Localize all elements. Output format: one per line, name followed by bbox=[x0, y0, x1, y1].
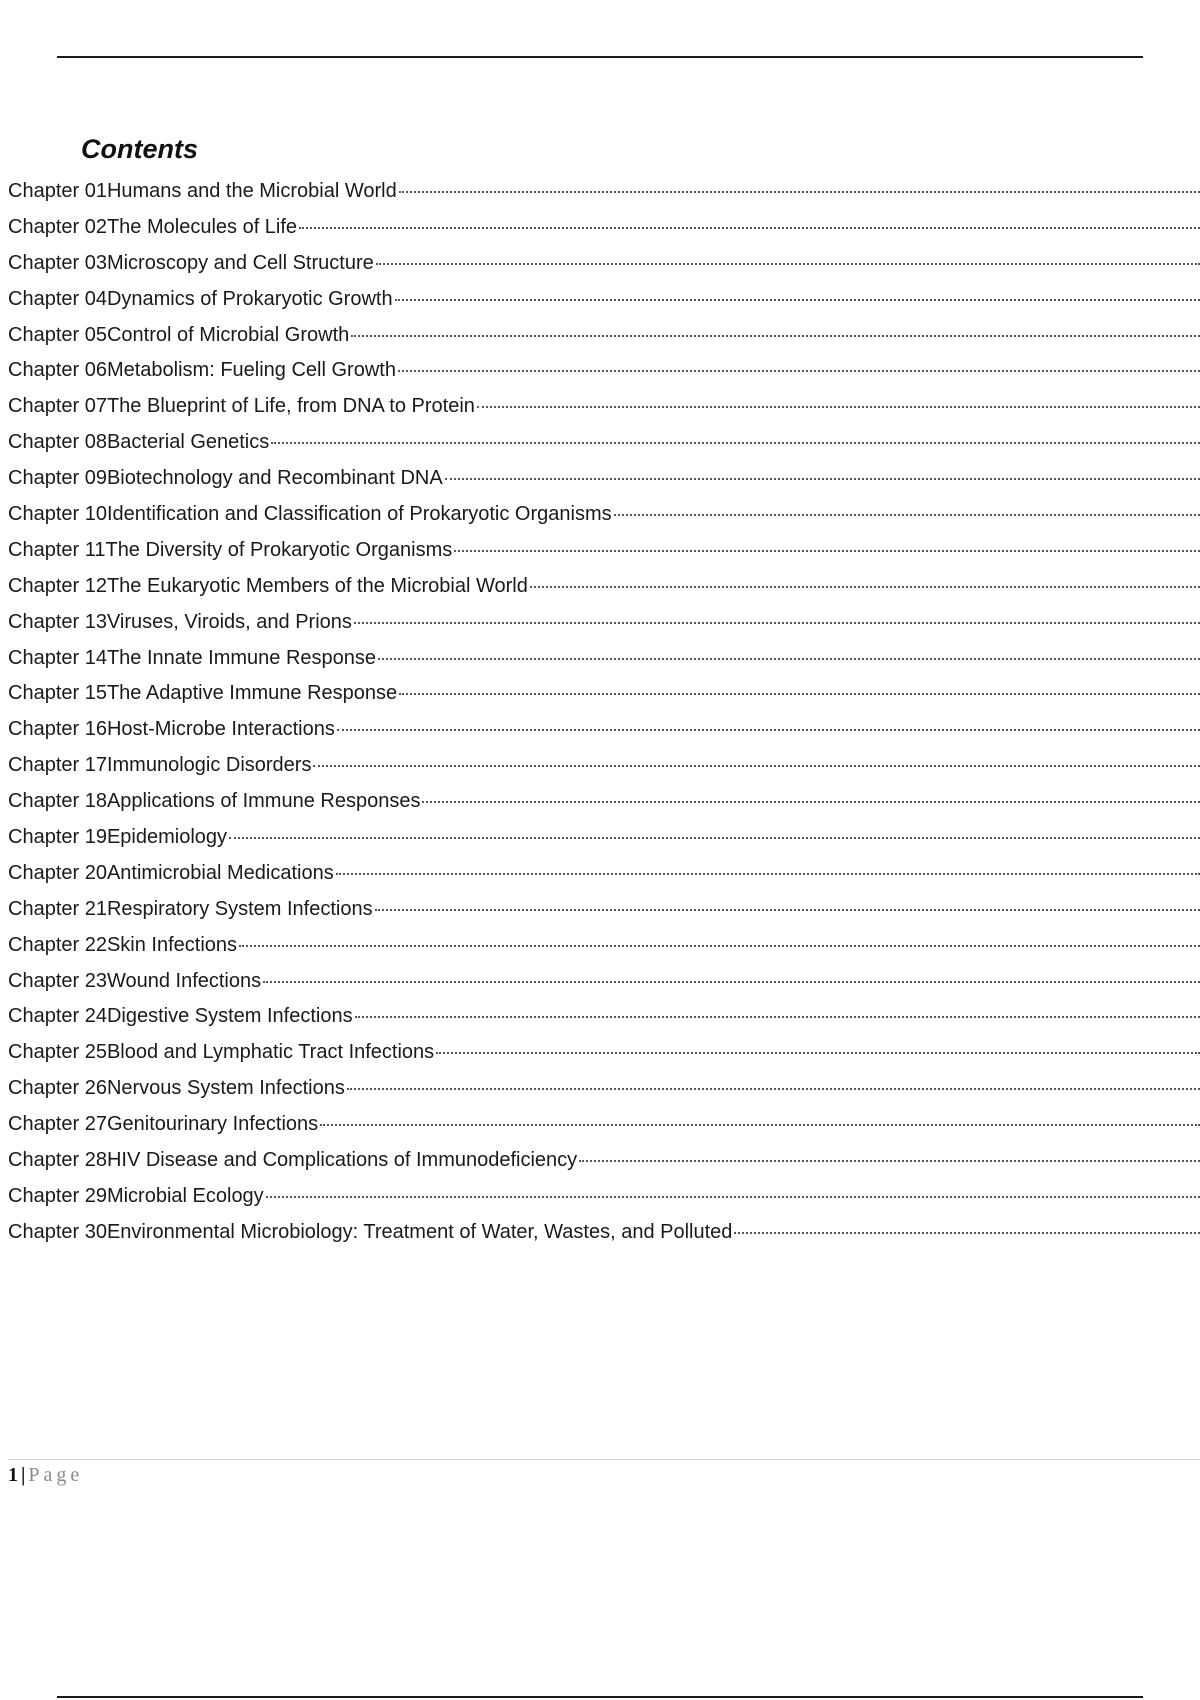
toc-entry-label: Chapter 07The Blueprint of Life, from DNA to Protein bbox=[8, 395, 475, 418]
dot-leader bbox=[436, 1052, 1200, 1054]
table-of-contents bbox=[8, 180, 1200, 1257]
toc-entry[interactable] bbox=[8, 790, 1200, 826]
toc-entry-label: Chapter 12The Eukaryotic Members of the Microbial World bbox=[8, 574, 528, 597]
toc-entry[interactable] bbox=[8, 970, 1200, 1006]
toc-entry-label: Chapter 23Wound Infections bbox=[8, 969, 262, 992]
toc-entry[interactable] bbox=[8, 1149, 1200, 1185]
dot-leader bbox=[320, 1124, 1200, 1126]
dot-leader bbox=[614, 514, 1200, 516]
dot-leader bbox=[336, 873, 1200, 875]
dot-leader bbox=[530, 586, 1200, 588]
toc-entry-label: Chapter 09Biotechnology and Recombinant DNA bbox=[8, 467, 443, 490]
toc-entry-label: Chapter 27Genitourinary Infections bbox=[8, 1113, 319, 1136]
toc-entry[interactable] bbox=[8, 252, 1200, 288]
toc-entry-label: Chapter 08Bacterial Genetics bbox=[8, 431, 270, 454]
dot-leader bbox=[399, 191, 1200, 193]
toc-entry-label: Chapter 02The Molecules of Life bbox=[8, 215, 298, 238]
toc-entry[interactable] bbox=[8, 1005, 1200, 1041]
dot-leader bbox=[263, 981, 1200, 983]
dot-leader bbox=[229, 837, 1200, 839]
toc-entry[interactable] bbox=[8, 288, 1200, 324]
toc-entry[interactable] bbox=[8, 1221, 1200, 1257]
toc-entry[interactable] bbox=[8, 647, 1200, 683]
toc-entry[interactable] bbox=[8, 898, 1200, 934]
dot-leader bbox=[454, 550, 1200, 552]
toc-entry[interactable] bbox=[8, 1113, 1200, 1149]
toc-entry[interactable] bbox=[8, 1041, 1200, 1077]
toc-entry[interactable] bbox=[8, 395, 1200, 431]
contents-heading: Contents bbox=[81, 134, 198, 164]
dot-leader bbox=[422, 801, 1200, 803]
footer-rule bbox=[8, 1459, 1200, 1460]
toc-entry[interactable] bbox=[8, 1077, 1200, 1113]
toc-entry-label: Chapter 16Host-Microbe Interactions bbox=[8, 718, 335, 741]
toc-entry[interactable] bbox=[8, 862, 1200, 898]
toc-entry-label: Chapter 05Control of Microbial Growth bbox=[8, 323, 350, 346]
toc-entry-label: Chapter 10Identification and Classification of Prokaryotic Organisms bbox=[8, 503, 612, 526]
toc-entry[interactable] bbox=[8, 682, 1200, 718]
toc-entry-label: Chapter 26Nervous System Infections bbox=[8, 1077, 345, 1100]
toc-entry-label: Chapter 19Epidemiology bbox=[8, 826, 228, 849]
toc-entry-label: Chapter 20Antimicrobial Medications bbox=[8, 861, 334, 884]
toc-entry[interactable] bbox=[8, 180, 1200, 216]
toc-entry-label: Chapter 24Digestive System Infections bbox=[8, 1005, 353, 1028]
dot-leader bbox=[395, 299, 1200, 301]
page-word: Page bbox=[28, 1464, 84, 1486]
dot-leader bbox=[271, 442, 1200, 444]
dot-leader bbox=[354, 622, 1200, 624]
toc-entry-label: Chapter 18Applications of Immune Responses bbox=[8, 790, 421, 813]
dot-leader bbox=[477, 406, 1200, 408]
toc-entry-label: Chapter 13Viruses, Viroids, and Prions bbox=[8, 610, 352, 633]
toc-entry[interactable] bbox=[8, 934, 1200, 970]
toc-entry[interactable] bbox=[8, 324, 1200, 360]
header-rule bbox=[57, 56, 1143, 58]
toc-entry[interactable] bbox=[8, 467, 1200, 503]
toc-entry[interactable] bbox=[8, 826, 1200, 862]
toc-entry[interactable] bbox=[8, 359, 1200, 395]
dot-leader bbox=[399, 693, 1200, 695]
page-number: 1 bbox=[8, 1464, 18, 1486]
toc-entry[interactable] bbox=[8, 503, 1200, 539]
dot-leader bbox=[299, 227, 1200, 229]
toc-entry-label: Chapter 11The Diversity of Prokaryotic Organisms bbox=[8, 538, 453, 561]
dot-leader bbox=[351, 335, 1200, 337]
dot-leader bbox=[337, 729, 1200, 731]
toc-entry-label: Chapter 03Microscopy and Cell Structure bbox=[8, 251, 374, 274]
toc-entry[interactable] bbox=[8, 216, 1200, 252]
dot-leader bbox=[375, 909, 1200, 911]
toc-entry-label: Chapter 30Environmental Microbiology: Treatment of Water, Wastes, and Polluted bbox=[8, 1220, 733, 1243]
toc-entry[interactable] bbox=[8, 431, 1200, 467]
dot-leader bbox=[355, 1016, 1200, 1018]
toc-entry-label: Chapter 22Skin Infections bbox=[8, 933, 238, 956]
toc-entry-label: Chapter 21Respiratory System Infections bbox=[8, 897, 373, 920]
dot-leader bbox=[313, 765, 1200, 767]
dot-leader bbox=[445, 478, 1200, 480]
toc-entry[interactable] bbox=[8, 718, 1200, 754]
toc-entry-label: Chapter 17Immunologic Disorders bbox=[8, 754, 312, 777]
toc-entry[interactable] bbox=[8, 575, 1200, 611]
toc-entry-label: Chapter 29Microbial Ecology bbox=[8, 1184, 264, 1207]
toc-entry-label: Chapter 06Metabolism: Fueling Cell Growth bbox=[8, 359, 396, 382]
toc-entry-label: Chapter 14The Innate Immune Response bbox=[8, 646, 376, 669]
page-bottom-rule bbox=[57, 1696, 1143, 1698]
dot-leader bbox=[579, 1160, 1200, 1162]
dot-leader bbox=[239, 945, 1200, 947]
page-separator: | bbox=[21, 1464, 26, 1486]
toc-entry-label: Chapter 04Dynamics of Prokaryotic Growth bbox=[8, 287, 393, 310]
dot-leader bbox=[734, 1232, 1200, 1234]
toc-entry[interactable] bbox=[8, 611, 1200, 647]
dot-leader bbox=[376, 263, 1200, 265]
dot-leader bbox=[398, 370, 1200, 372]
toc-entry-label: Chapter 28HIV Disease and Complications of Immunodeficiency bbox=[8, 1149, 578, 1172]
toc-entry-label: Chapter 15The Adaptive Immune Response bbox=[8, 682, 398, 705]
page-footer bbox=[8, 1462, 83, 1488]
toc-entry-label: Chapter 01Humans and the Microbial World bbox=[8, 180, 397, 202]
toc-entry[interactable] bbox=[8, 539, 1200, 575]
toc-entry[interactable] bbox=[8, 754, 1200, 790]
dot-leader bbox=[266, 1196, 1200, 1198]
dot-leader bbox=[378, 658, 1200, 660]
dot-leader bbox=[347, 1088, 1200, 1090]
toc-entry[interactable] bbox=[8, 1185, 1200, 1221]
toc-entry-label: Chapter 25Blood and Lymphatic Tract Infections bbox=[8, 1041, 435, 1064]
